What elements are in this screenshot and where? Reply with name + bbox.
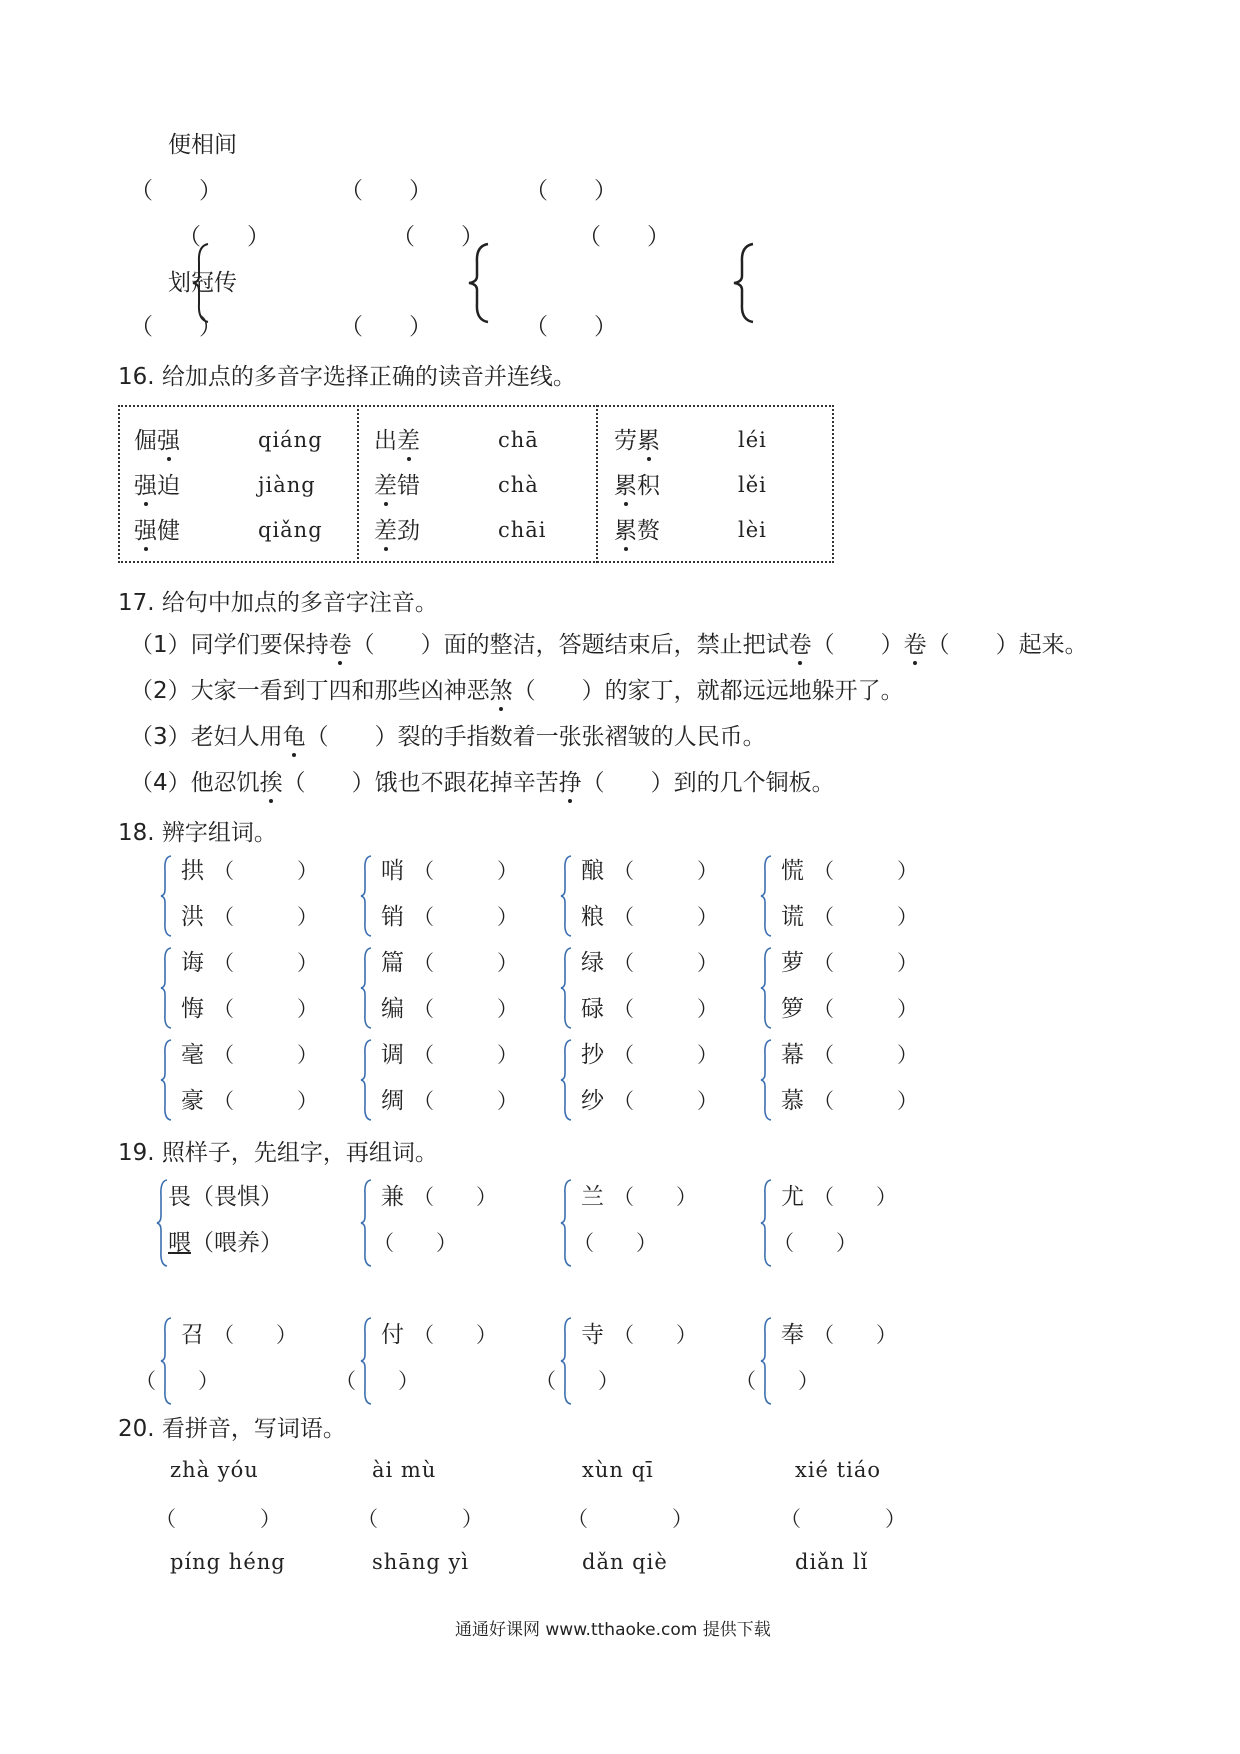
pair-char: 箩 (781, 996, 804, 1022)
answer-paren[interactable]: （ ） (780, 1507, 906, 1531)
answer-paren[interactable]: （ ） (213, 859, 318, 883)
pinyin-prompt: zhà yóu (170, 1458, 259, 1482)
answer-paren[interactable]: （ ） (535, 1369, 619, 1393)
pinyin-option[interactable]: chà (498, 473, 539, 497)
polyphone-box (118, 405, 834, 563)
pinyin-option[interactable]: jiàng (258, 473, 316, 497)
answer-paren[interactable]: （ ） (613, 951, 718, 975)
brace-icon (759, 1038, 773, 1122)
pair-char: 篇 (381, 950, 404, 976)
answer-paren[interactable]: （ ） (413, 905, 518, 929)
pinyin-prompt: dǎn qiè (582, 1550, 668, 1574)
answer-paren[interactable]: （ ） (413, 1323, 497, 1347)
base-char: 兼 (381, 1184, 404, 1210)
answer-paren[interactable]: （ ） (340, 178, 432, 204)
base-char: 兰 (581, 1184, 604, 1210)
answer-paren[interactable]: （ ） (613, 1185, 697, 1209)
pair-char: 调 (381, 1042, 404, 1068)
pair-char: 幕 (781, 1042, 804, 1068)
answer-paren[interactable]: （ ） (613, 859, 718, 883)
answer-paren[interactable]: （ ） (813, 859, 918, 883)
answer-paren[interactable]: （ ） (213, 1089, 318, 1113)
answer-paren[interactable]: （ ） (357, 1507, 483, 1531)
pinyin-prompt: xùn qī (582, 1458, 654, 1482)
polyphone-word: 差劲 (374, 518, 420, 544)
answer-paren[interactable]: （ ） (413, 951, 518, 975)
answer-paren[interactable]: （ ） (135, 1369, 219, 1393)
brace-icon (559, 1178, 573, 1268)
pinyin-prompt: ài mù (372, 1458, 437, 1482)
answer-paren[interactable]: （ ） (373, 1231, 457, 1255)
box-divider (596, 405, 598, 563)
answer-paren[interactable]: （ ） (213, 905, 318, 929)
question-16-title: 16. 给加点的多音字选择正确的读音并连线。 (118, 364, 576, 390)
footer-credit: 通通好课网 www.tthaoke.com 提供下载 (455, 1620, 771, 1640)
brace-icon (359, 1178, 373, 1268)
pinyin-option[interactable]: qiǎng (258, 518, 323, 542)
base-char: 奉 (781, 1322, 804, 1348)
pinyin-option[interactable]: léi (738, 428, 767, 452)
polyphone-word: 累积 (614, 473, 660, 499)
brace-icon (190, 242, 212, 324)
answer-paren[interactable]: （ ） (335, 1369, 419, 1393)
pair-char: 慕 (781, 1088, 804, 1114)
question-17-title: 17. 给句中加点的多音字注音。 (118, 590, 438, 616)
pair-char: 绸 (381, 1088, 404, 1114)
answer-paren[interactable]: （ ） (613, 1089, 718, 1113)
pair-char: 粮 (581, 904, 604, 930)
answer-paren[interactable]: （ ） (178, 224, 270, 250)
answer-paren[interactable]: （ ） (813, 951, 918, 975)
polyphone-word: 差错 (374, 473, 420, 499)
polyphone-word: 劳累 (614, 428, 660, 454)
brace-icon (559, 1038, 573, 1122)
word-group-2: 划冠传 (168, 270, 237, 296)
answer-paren[interactable]: （ ） (155, 1507, 281, 1531)
pair-char: 哨 (381, 858, 404, 884)
answer-paren[interactable]: （ ） (525, 314, 617, 340)
pinyin-option[interactable]: lěi (738, 473, 767, 497)
answer-paren[interactable]: （ ） (813, 1323, 897, 1347)
answer-paren[interactable]: （ ） (773, 1231, 857, 1255)
polyphone-word: 累赘 (614, 518, 660, 544)
pair-char: 慌 (781, 858, 804, 884)
base-char: 付 (381, 1322, 404, 1348)
pinyin-prompt: shāng yì (372, 1550, 470, 1574)
polyphone-word: 出差 (374, 428, 420, 454)
answer-paren[interactable]: （ ） (413, 1043, 518, 1067)
pair-char: 碌 (581, 996, 604, 1022)
brace-icon (155, 1178, 169, 1268)
word-group-1: 便相间 (168, 132, 237, 158)
answer-paren[interactable]: （ ） (813, 1043, 918, 1067)
answer-paren[interactable]: （ ） (613, 997, 718, 1021)
pair-char: 纱 (581, 1088, 604, 1114)
pair-char: 萝 (781, 950, 804, 976)
pair-char: 编 (381, 996, 404, 1022)
example-line-1: 畏（畏惧） (168, 1184, 283, 1210)
pinyin-option[interactable]: lèi (738, 518, 767, 542)
answer-paren[interactable]: （ ） (613, 1323, 697, 1347)
sentence-4: （4）他忍饥挨（ ）饿也不跟花掉辛苦挣（ ）到的几个铜板。 (130, 770, 835, 796)
box-divider (357, 405, 359, 563)
question-20-title: 20. 看拼音，写词语。 (118, 1416, 346, 1442)
answer-paren[interactable]: （ ） (613, 905, 718, 929)
answer-paren[interactable]: （ ） (813, 905, 918, 929)
polyphone-word: 倔强 (134, 428, 180, 454)
sentence-2: （2）大家一看到丁四和那些凶神恶煞（ ）的家丁，就都远远地躲开了。 (130, 678, 904, 704)
pinyin-prompt: xié tiáo (795, 1458, 881, 1482)
answer-paren[interactable]: （ ） (213, 951, 318, 975)
question-18-title: 18. 辨字组词。 (118, 820, 277, 846)
answer-paren[interactable]: （ ） (340, 314, 432, 340)
answer-paren[interactable]: （ ） (413, 1185, 497, 1209)
sentence-3: （3）老妇人用龟（ ）裂的手指数着一张张褶皱的人民币。 (130, 724, 766, 750)
brace-icon (359, 854, 373, 938)
polyphone-word: 强迫 (134, 473, 180, 499)
pair-char: 谎 (781, 904, 804, 930)
brace-icon (759, 854, 773, 938)
answer-paren[interactable]: （ ） (213, 1043, 318, 1067)
pair-char: 洪 (181, 904, 204, 930)
pair-char: 抄 (581, 1042, 604, 1068)
polyphone-word: 强健 (134, 518, 180, 544)
answer-paren[interactable]: （ ） (413, 997, 518, 1021)
pair-char: 酿 (581, 858, 604, 884)
answer-paren[interactable]: （ ） (213, 997, 318, 1021)
answer-paren[interactable]: （ ） (392, 224, 484, 250)
brace-icon (159, 854, 173, 938)
brace-icon (559, 946, 573, 1030)
base-char: 尤 (781, 1184, 804, 1210)
pair-char: 绿 (581, 950, 604, 976)
brace-icon (466, 242, 492, 324)
pinyin-prompt: píng héng (170, 1550, 286, 1574)
pinyin-option[interactable]: chāi (498, 518, 547, 542)
answer-paren[interactable]: （ ） (813, 997, 918, 1021)
pair-char: 豪 (181, 1088, 204, 1114)
answer-paren[interactable]: （ ） (413, 1089, 518, 1113)
answer-paren[interactable]: （ ） (413, 859, 518, 883)
example-line-2: 喂（喂养） (168, 1230, 283, 1256)
sentence-1: （1）同学们要保持卷（ ）面的整洁，答题结束后，禁止把试卷（ ）卷（ ）起来。 (130, 632, 1088, 658)
pair-char: 悔 (181, 996, 204, 1022)
base-char: 寺 (581, 1322, 604, 1348)
pinyin-prompt: diǎn lǐ (795, 1550, 869, 1574)
pair-char: 销 (381, 904, 404, 930)
brace-icon (359, 946, 373, 1030)
pinyin-option[interactable]: qiáng (258, 428, 323, 452)
pinyin-option[interactable]: chā (498, 428, 539, 452)
answer-paren[interactable]: （ ） (813, 1089, 918, 1113)
brace-icon (731, 242, 757, 324)
answer-paren[interactable]: （ ） (213, 1323, 297, 1347)
answer-paren[interactable]: （ ） (573, 1231, 657, 1255)
brace-icon (159, 946, 173, 1030)
brace-icon (359, 1038, 373, 1122)
answer-paren[interactable]: （ ） (613, 1043, 718, 1067)
brace-icon (759, 1178, 773, 1268)
question-19-title: 19. 照样子，先组字，再组词。 (118, 1140, 438, 1166)
answer-paren[interactable]: （ ） (567, 1507, 693, 1531)
pair-char: 拱 (181, 858, 204, 884)
pair-char: 毫 (181, 1042, 204, 1068)
answer-paren[interactable]: （ ） (578, 224, 670, 250)
answer-paren[interactable]: （ ） (130, 178, 222, 204)
base-char: 召 (181, 1322, 204, 1348)
brace-icon (759, 946, 773, 1030)
answer-paren[interactable]: （ ） (735, 1369, 819, 1393)
answer-paren[interactable]: （ ） (525, 178, 617, 204)
answer-paren[interactable]: （ ） (130, 314, 222, 340)
brace-icon (159, 1038, 173, 1122)
brace-icon (559, 854, 573, 938)
pair-char: 诲 (181, 950, 204, 976)
answer-paren[interactable]: （ ） (813, 1185, 897, 1209)
